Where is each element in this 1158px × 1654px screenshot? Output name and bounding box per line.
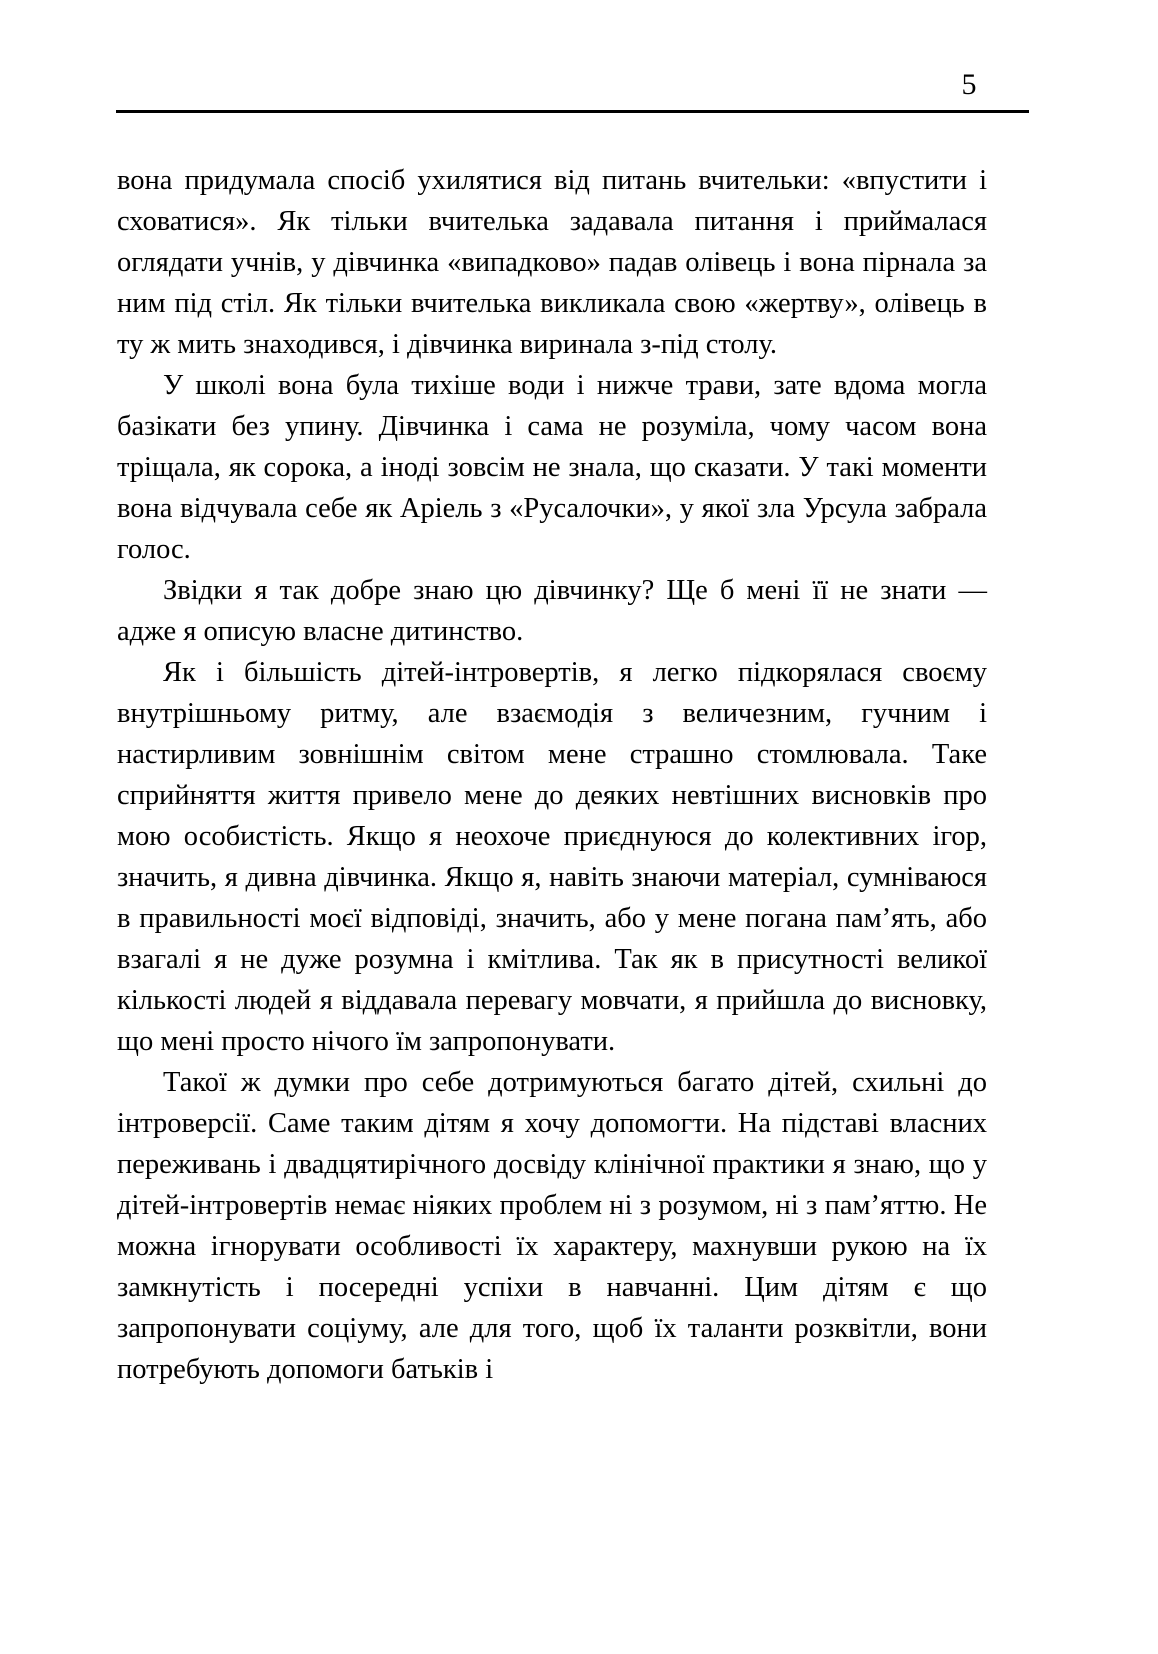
paragraph: Такої ж думки про себе дотримуються багато дітей, схильні до інтроверсії. Саме таким дітям я хочу допомогти. На підставі власних переживань і двадцятирічного досвіду клінічної практики я знаю, що у дітей-інтровертів немає ніяких проблем ні з розумом, ні з пам’яттю. Не можна ігнорувати особливості їх характеру, махнувши рукою на їх замкнутість і посередні успіхи в навчанні. Цим дітям є що запропонувати соціуму, але для того, щоб їх таланти розквітли, вони потребують допомоги батьків і — [117, 1067, 987, 1385]
paragraph: Як і більшість дітей-інтровертів, я легко підкорялася своєму внутрішньому ритму, але взаємодія з величезним, гучним і настирливим зовнішнім світом мене страшно стомлювала. Таке сприйняття життя привело мене до деяких невтішних висновків про мою особистість. Якщо я неохоче приєднуюся до колективних ігор, значить, я дивна дівчинка. Якщо я, навіть знаючи матеріал, сумніваюся в правильності моєї відповіді, значить, або у мене погана пам’ять, або взагалі я не дуже розумна і кмітлива. Так як в присутності великої кількості людей я віддавала перевагу мовчати, я прийшла до висновку, що мені просто нічого їм запропонувати. — [117, 657, 987, 1057]
page-body-text — [117, 160, 987, 1390]
paragraph: У школі вона була тихіше води і нижче трави, зате вдома могла базікати без упину. Дівчинка і сама не розуміла, чому часом вона тріщала, як сорока, а іноді зовсім не знала, що сказати. У такі моменти вона відчувала себе як Аріель з «Русалочки», у якої зла Урсула забрала голос. — [117, 370, 987, 565]
header-divider-rule — [116, 110, 1029, 113]
page-number: 5 — [961, 68, 977, 101]
paragraph: вона придумала спосіб ухилятися від питань вчительки: «впустити і сховатися». Як тільки вчителька задавала питання і приймалася оглядати учнів, у дівчинка «випадково» падав олівець і вона пірнала за ним під стіл. Як тільки вчителька викликала свою «жертву», олівець в ту ж мить знаходився, і дівчинка виринала з-під столу. — [117, 165, 987, 360]
paragraph: Звідки я так добре знаю цю дівчинку? Ще б мені її не знати — адже я описую власне дитинство. — [117, 575, 987, 647]
page-header — [116, 68, 1029, 113]
